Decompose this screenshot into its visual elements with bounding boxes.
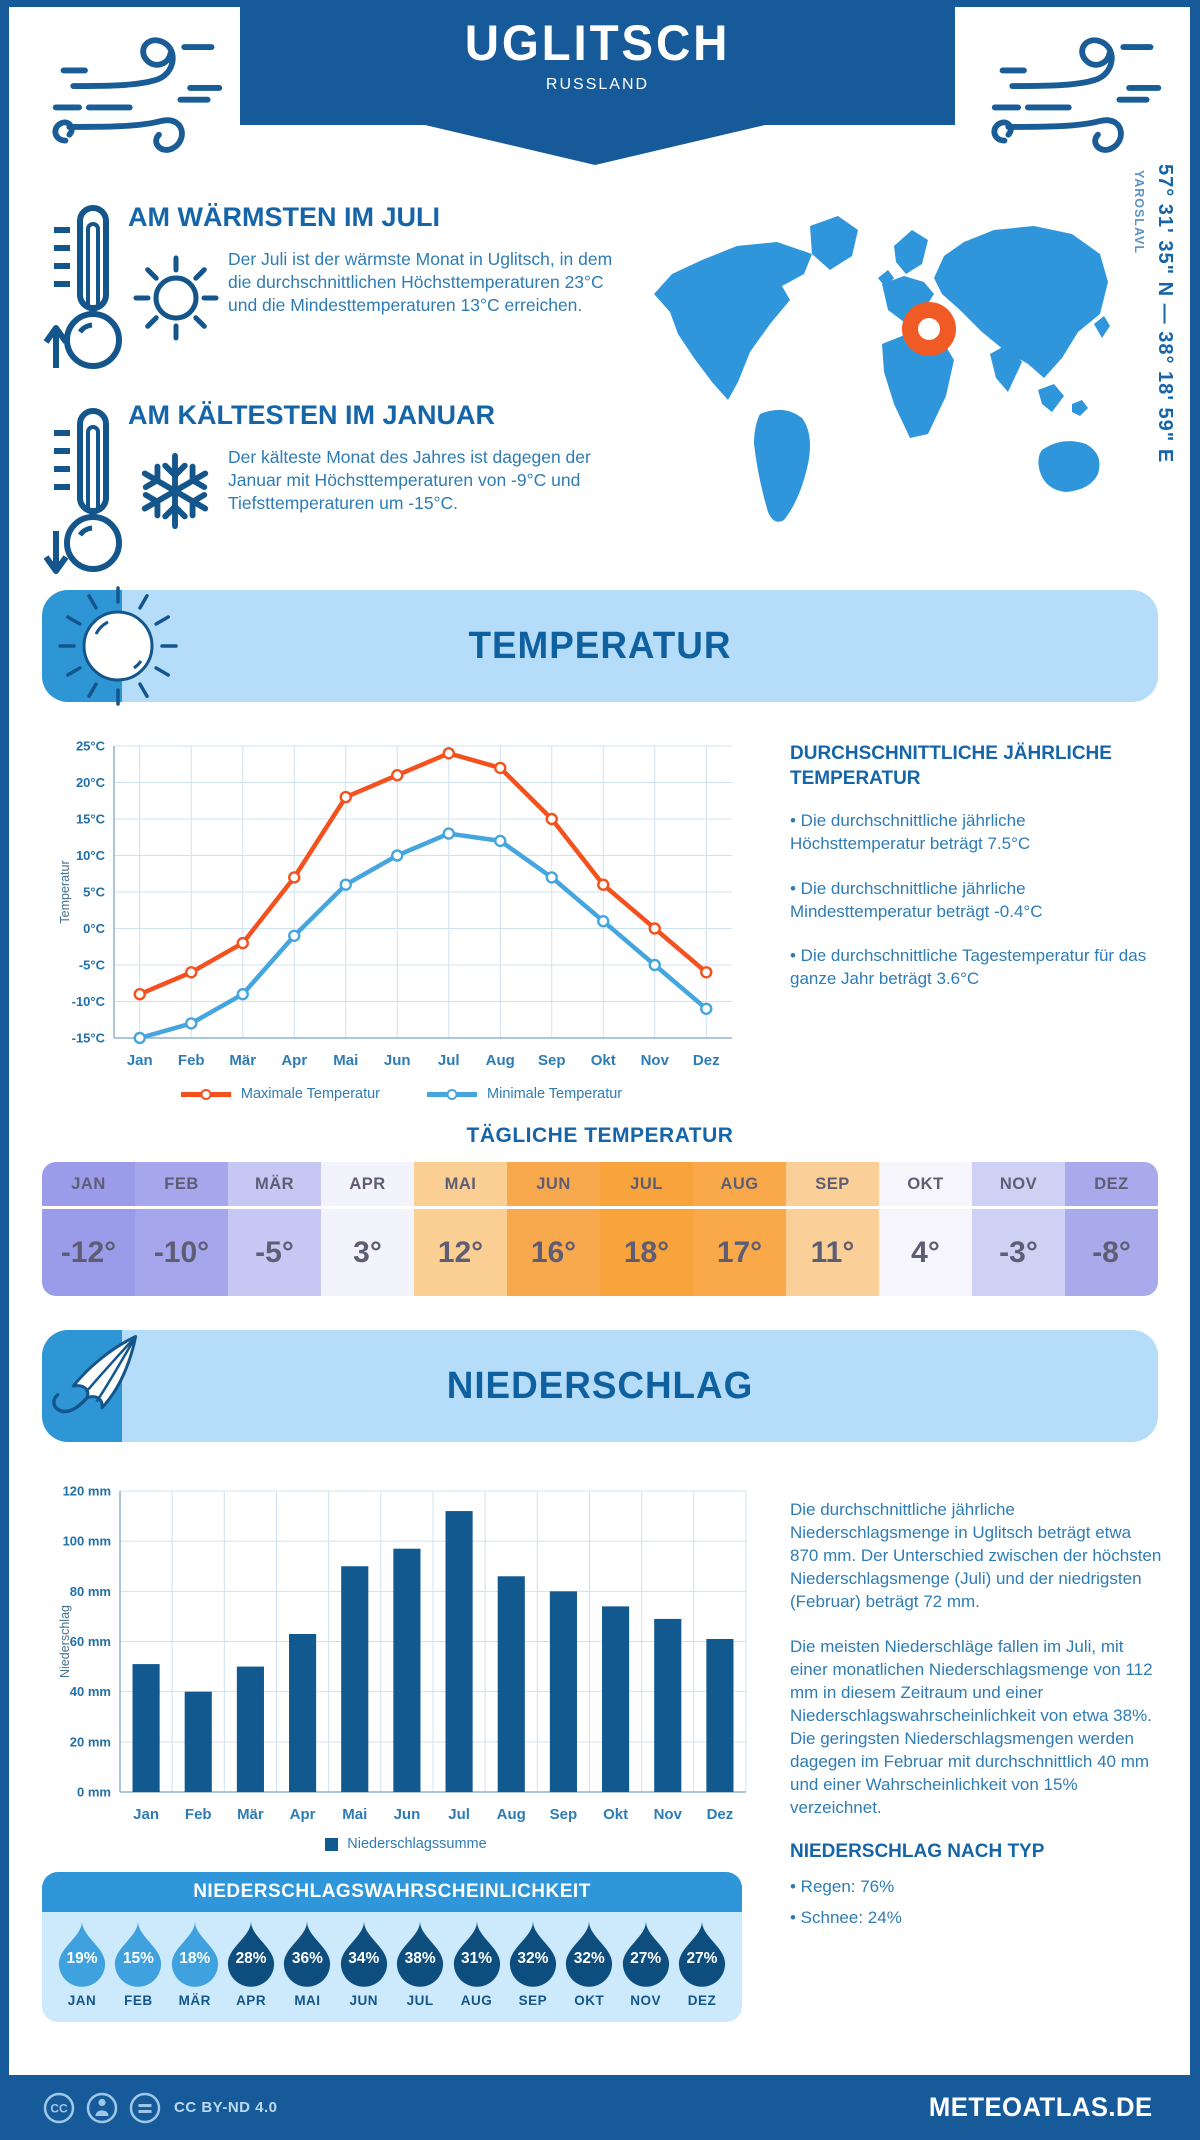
legend-min-label: Minimale Temperatur — [487, 1086, 623, 1102]
daily-temperature-value: -5° — [255, 1235, 294, 1269]
precipitation-section-title: NIEDERSCHLAG — [446, 1364, 754, 1407]
daily-temperature-table — [42, 1162, 1158, 1296]
svg-text:25°C: 25°C — [75, 738, 105, 754]
svg-text:Aug: Aug — [485, 1052, 515, 1069]
precipitation-paragraph: Die meisten Niederschläge fallen im Juli, mit einer monatlichen Niederschlagsmenge von 112 mm in diesem Zeitraum und einer Niederschlagswahrscheinlichkeit von etwa 38%. Die geringsten Niederschlagsmengen werden dagegen im Februar mit durchschnittlich 40 mm und einer Wahrscheinlichkeit von 15% verzeichnet. — [790, 1636, 1153, 1818]
wind-icon — [46, 12, 231, 162]
svg-text:-5°C: -5°C — [78, 957, 105, 973]
daily-column-NOV — [972, 1162, 1065, 1296]
probability-month-label: OKT — [574, 1993, 605, 2008]
daily-month-label: SEP — [786, 1162, 879, 1209]
thermometer-cold-icon — [40, 398, 135, 598]
legend-precip-label: Niederschlagssumme — [347, 1836, 487, 1852]
svg-text:Jan: Jan — [133, 1806, 160, 1823]
probability-month-label: JAN — [67, 1993, 97, 2008]
svg-text:Jun: Jun — [393, 1806, 421, 1823]
svg-text:Niederschlag: Niederschlag — [58, 1605, 72, 1678]
svg-text:Okt: Okt — [590, 1052, 616, 1069]
probability-drop-NOV — [620, 1920, 672, 2008]
daily-temperature-value: 11° — [810, 1235, 855, 1269]
sun-section-icon — [46, 586, 196, 706]
probability-drop-AUG — [451, 1920, 503, 2008]
probability-value: 27% — [686, 1950, 718, 1967]
header-ribbon — [425, 125, 765, 165]
daily-month-label: JAN — [42, 1162, 135, 1209]
svg-text:Apr: Apr — [289, 1806, 316, 1823]
probability-month-label: APR — [236, 1993, 267, 2008]
svg-text:Apr: Apr — [281, 1052, 308, 1069]
daily-temperature-value: 3° — [353, 1235, 382, 1269]
daily-column-OKT — [879, 1162, 972, 1296]
temperature-legend — [56, 1086, 746, 1102]
probability-month-label: AUG — [460, 1993, 493, 2008]
snowflake-icon — [134, 450, 216, 532]
svg-text:Mär: Mär — [229, 1052, 257, 1069]
svg-text:Nov: Nov — [640, 1052, 669, 1069]
probability-value: 19% — [66, 1950, 98, 1967]
daily-temperature-value: -3° — [999, 1235, 1038, 1269]
page-border-left — [0, 0, 9, 2140]
probability-value: 15% — [122, 1950, 154, 1967]
coldest-title: AM KÄLTESTEN IM JANUAR — [128, 400, 495, 430]
probability-box — [42, 1872, 742, 2022]
daily-month-label: DEZ — [1065, 1162, 1158, 1209]
legend-item-max — [180, 1086, 380, 1102]
daily-month-label: OKT — [879, 1162, 972, 1209]
svg-text:20 mm: 20 mm — [69, 1734, 111, 1750]
probability-drop-JUL — [394, 1920, 446, 2008]
daily-column-JUN — [507, 1162, 600, 1296]
daily-temperature-value: 4° — [911, 1235, 940, 1269]
probability-value: 32% — [573, 1950, 605, 1967]
precipitation-column — [790, 1498, 1162, 1937]
site-label: METEOATLAS.DE — [928, 2092, 1153, 2122]
probability-title: NIEDERSCHLAGSWAHRSCHEINLICHKEIT — [42, 1872, 742, 1912]
svg-text:80 mm: 80 mm — [69, 1583, 111, 1599]
temperature-section-header — [42, 590, 1158, 702]
daily-column-JUL — [600, 1162, 693, 1296]
svg-text:15°C: 15°C — [75, 811, 105, 827]
cc-icon — [42, 2091, 76, 2125]
probability-month-label: MAI — [294, 1993, 321, 2008]
svg-text:Jun: Jun — [383, 1052, 411, 1069]
probability-drop-OKT — [563, 1920, 615, 2008]
probability-value: 31% — [461, 1950, 493, 1967]
svg-text:Jan: Jan — [126, 1052, 153, 1069]
svg-text:Okt: Okt — [603, 1806, 629, 1823]
svg-text:0 mm: 0 mm — [77, 1784, 111, 1800]
probability-month-label: DEZ — [687, 1993, 717, 2008]
legend-item-min — [426, 1086, 622, 1102]
warmest-text: Der Juli ist der wärmste Monat in Uglitsch, in dem die durchschnittlichen Höchsttemperaturen 23°C und die Mindesttemperaturen 13°C erreichen. — [228, 249, 613, 316]
precipitation-type-bullet: • Regen: 76% — [790, 1877, 895, 1897]
svg-text:40 mm: 40 mm — [69, 1684, 111, 1700]
svg-text:CC: CC — [50, 2101, 68, 2115]
probability-drops — [42, 1912, 742, 2008]
probability-value: 34% — [348, 1950, 380, 1967]
daily-temperature-value: 17° — [716, 1235, 763, 1269]
svg-text:Temperatur: Temperatur — [58, 860, 72, 924]
probability-month-label: SEP — [518, 1993, 548, 2008]
header-band — [240, 0, 955, 125]
daily-month-label: JUL — [600, 1162, 693, 1209]
cc-badges — [42, 2091, 162, 2125]
daily-temperature-value: -8° — [1092, 1235, 1131, 1269]
probability-drop-APR — [225, 1920, 277, 2008]
svg-text:10°C: 10°C — [75, 848, 105, 863]
world-map — [642, 182, 1120, 547]
svg-text:Mär: Mär — [237, 1806, 264, 1823]
annual-bullet: • Die durchschnittliche jährliche Mindesttemperatur beträgt -0.4°C — [790, 878, 1043, 921]
page-border-right — [1190, 0, 1200, 2140]
location-marker — [902, 302, 956, 356]
footer — [0, 2075, 1200, 2140]
warmest-title: AM WÄRMSTEN IM JULI — [128, 202, 440, 232]
svg-text:60 mm: 60 mm — [69, 1634, 111, 1649]
svg-text:100 mm: 100 mm — [62, 1533, 111, 1549]
svg-text:0°C: 0°C — [83, 921, 105, 936]
daily-month-label: AUG — [693, 1162, 786, 1209]
daily-temperature-value: -12° — [60, 1235, 117, 1269]
precipitation-section-header — [42, 1330, 1158, 1442]
daily-month-label: NOV — [972, 1162, 1065, 1209]
annual-bullet: • Die durchschnittliche Tagestemperatur für das ganze Jahr beträgt 3.6°C — [790, 945, 1147, 988]
svg-text:Sep: Sep — [549, 1806, 578, 1823]
cc-by-icon — [85, 2091, 119, 2125]
daily-temperature-value: -10° — [153, 1235, 210, 1269]
probability-value: 28% — [235, 1950, 267, 1967]
probability-month-label: NOV — [630, 1993, 661, 2008]
daily-column-FEB — [135, 1162, 228, 1296]
svg-text:Feb: Feb — [184, 1806, 212, 1823]
page-title: UGLITSCH — [464, 15, 731, 71]
probability-drop-MÄR — [169, 1920, 221, 2008]
daily-column-AUG — [693, 1162, 786, 1296]
svg-text:Jul: Jul — [448, 1806, 470, 1823]
svg-text:Jul: Jul — [437, 1052, 460, 1069]
daily-column-JAN — [42, 1162, 135, 1296]
svg-text:Nov: Nov — [653, 1806, 682, 1823]
page-subtitle: RUSSLAND — [545, 76, 650, 93]
umbrella-icon — [46, 1326, 196, 1450]
precipitation-legend — [56, 1836, 756, 1852]
svg-text:-15°C: -15°C — [71, 1030, 105, 1046]
coldest-text: Der kälteste Monat des Jahres ist dagegen der Januar mit Höchsttemperaturen von -9°C und Tiefsttemperaturen um -15°C. — [228, 447, 591, 514]
thermometer-warm-icon — [40, 200, 135, 390]
probability-value: 36% — [291, 1950, 323, 1967]
probability-value: 27% — [630, 1950, 662, 1967]
svg-text:20°C: 20°C — [75, 775, 105, 790]
probability-month-label: MÄR — [178, 1993, 211, 2008]
license-label: CC BY-ND 4.0 — [174, 2099, 278, 2116]
daily-temperature-value: 18° — [623, 1235, 670, 1269]
probability-drop-DEZ — [676, 1920, 728, 2008]
svg-text:5°C: 5°C — [83, 884, 105, 900]
daily-month-label: APR — [321, 1162, 414, 1209]
daily-month-label: MAI — [414, 1162, 507, 1209]
daily-column-SEP — [786, 1162, 879, 1296]
daily-column-DEZ — [1065, 1162, 1158, 1296]
daily-column-APR — [321, 1162, 414, 1296]
legend-item-precip — [325, 1836, 486, 1852]
temperature-section-title: TEMPERATUR — [468, 624, 732, 667]
cc-nd-icon — [128, 2091, 162, 2125]
annual-temperature-column — [790, 742, 1162, 1011]
svg-text:Mai: Mai — [342, 1806, 368, 1823]
daily-column-MAI — [414, 1162, 507, 1296]
precipitation-chart — [56, 1475, 756, 1840]
probability-drop-FEB — [112, 1920, 164, 2008]
daily-month-label: JUN — [507, 1162, 600, 1209]
min-line-swatch — [426, 1088, 478, 1101]
svg-text:Sep: Sep — [537, 1052, 566, 1069]
probability-value: 32% — [517, 1950, 549, 1967]
probability-value: 18% — [179, 1950, 211, 1967]
max-line-swatch — [180, 1088, 232, 1101]
bar-swatch — [325, 1838, 338, 1851]
probability-drop-JAN — [56, 1920, 108, 2008]
probability-month-label: JUN — [349, 1993, 379, 2008]
probability-drop-JUN — [338, 1920, 390, 2008]
probability-drop-SEP — [507, 1920, 559, 2008]
daily-column-MÄR — [228, 1162, 321, 1296]
wind-icon — [985, 12, 1170, 162]
region-label: YAROSLAVL — [1132, 170, 1146, 255]
probability-drop-MAI — [281, 1920, 333, 2008]
svg-text:120 mm: 120 mm — [62, 1483, 111, 1499]
annual-bullet: • Die durchschnittliche jährliche Höchsttemperatur beträgt 7.5°C — [790, 811, 1031, 854]
precipitation-type-bullet: • Schnee: 24% — [790, 1908, 902, 1928]
sun-icon — [130, 252, 222, 344]
daily-month-label: FEB — [135, 1162, 228, 1209]
daily-temperature-heading: TÄGLICHE TEMPERATUR — [466, 1124, 734, 1147]
probability-month-label: FEB — [124, 1993, 153, 2008]
daily-temperature-value: 12° — [437, 1235, 484, 1269]
daily-month-label: MÄR — [228, 1162, 321, 1209]
daily-temperature-value: 16° — [530, 1235, 577, 1269]
probability-month-label: JUL — [406, 1993, 434, 2008]
precipitation-paragraph: Die durchschnittliche jährliche Niederschlagsmenge in Uglitsch beträgt etwa 870 mm. Der Unterschied zwischen der höchsten Niederschlagsmenge (Juli) und der niedrigsten (Februar) beträgt 72 mm. — [790, 1500, 1162, 1612]
coordinates-label: 57° 31' 35" N — 38° 18' 59" E — [1154, 164, 1176, 464]
svg-text:Mai: Mai — [333, 1052, 359, 1069]
svg-text:Feb: Feb — [177, 1052, 205, 1069]
svg-text:Aug: Aug — [496, 1806, 526, 1823]
legend-max-label: Maximale Temperatur — [240, 1086, 381, 1102]
temperature-chart — [56, 732, 746, 1084]
annual-temperature-heading: DURCHSCHNITTLICHE JÄHRLICHE TEMPERATUR — [790, 743, 1112, 789]
svg-text:-10°C: -10°C — [71, 994, 105, 1009]
svg-text:Dez: Dez — [692, 1052, 720, 1069]
probability-value: 38% — [404, 1950, 436, 1967]
svg-text:Dez: Dez — [706, 1806, 734, 1823]
precipitation-type-heading: NIEDERSCHLAG NACH TYP — [790, 1841, 1045, 1863]
